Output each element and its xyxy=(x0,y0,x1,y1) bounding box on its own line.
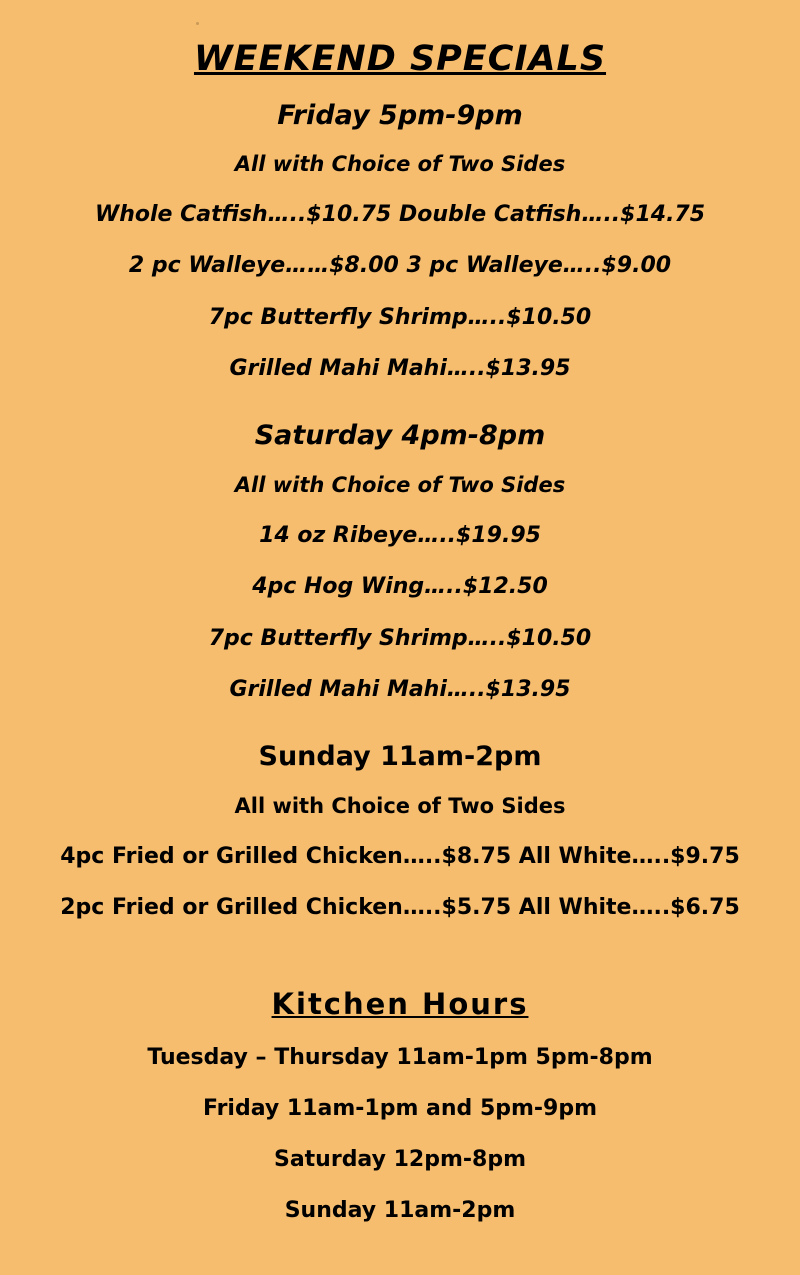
friday-item: Whole Catfish…..$10.75 Double Catfish…..$14.75 xyxy=(94,202,706,228)
kitchen-hours-title: Kitchen Hours xyxy=(271,986,529,1021)
saturday-item: 7pc Butterfly Shrimp…..$10.50 xyxy=(208,625,592,651)
saturday-item: 14 oz Ribeye…..$19.95 xyxy=(259,523,541,549)
speck-mark xyxy=(196,22,199,25)
sunday-item: 2pc Fried or Grilled Chicken…..$5.75 All White…..$6.75 xyxy=(60,895,740,921)
sunday-item: 4pc Fried or Grilled Chicken…..$8.75 All White…..$9.75 xyxy=(60,843,740,869)
kitchen-hours-line: Tuesday – Thursday 11am-1pm 5pm-8pm xyxy=(147,1044,653,1070)
friday-item: 7pc Butterfly Shrimp…..$10.50 xyxy=(208,304,592,330)
saturday-heading: Saturday 4pm-8pm xyxy=(254,420,546,452)
kitchen-hours-line: Sunday 11am-2pm xyxy=(284,1198,516,1224)
kitchen-hours-line: Saturday 12pm-8pm xyxy=(273,1147,527,1173)
friday-subhead: All with Choice of Two Sides xyxy=(234,152,566,177)
friday-heading: Friday 5pm-9pm xyxy=(277,99,523,131)
saturday-item: Grilled Mahi Mahi…..$13.95 xyxy=(229,676,571,702)
kitchen-hours-line: Friday 11am-1pm and 5pm-9pm xyxy=(202,1095,598,1121)
friday-item: 2 pc Walleye……$8.00 3 pc Walleye…..$9.00 xyxy=(128,253,672,279)
page-title: WEEKEND SPECIALS xyxy=(193,39,607,79)
sunday-heading: Sunday 11am-2pm xyxy=(258,741,542,773)
saturday-subhead: All with Choice of Two Sides xyxy=(234,473,566,498)
friday-item: Grilled Mahi Mahi…..$13.95 xyxy=(229,356,571,382)
sunday-subhead: All with Choice of Two Sides xyxy=(234,793,566,818)
section-spacer xyxy=(20,947,780,987)
section-spacer xyxy=(20,407,780,421)
saturday-item: 4pc Hog Wing…..$12.50 xyxy=(252,574,548,600)
section-spacer xyxy=(20,728,780,742)
